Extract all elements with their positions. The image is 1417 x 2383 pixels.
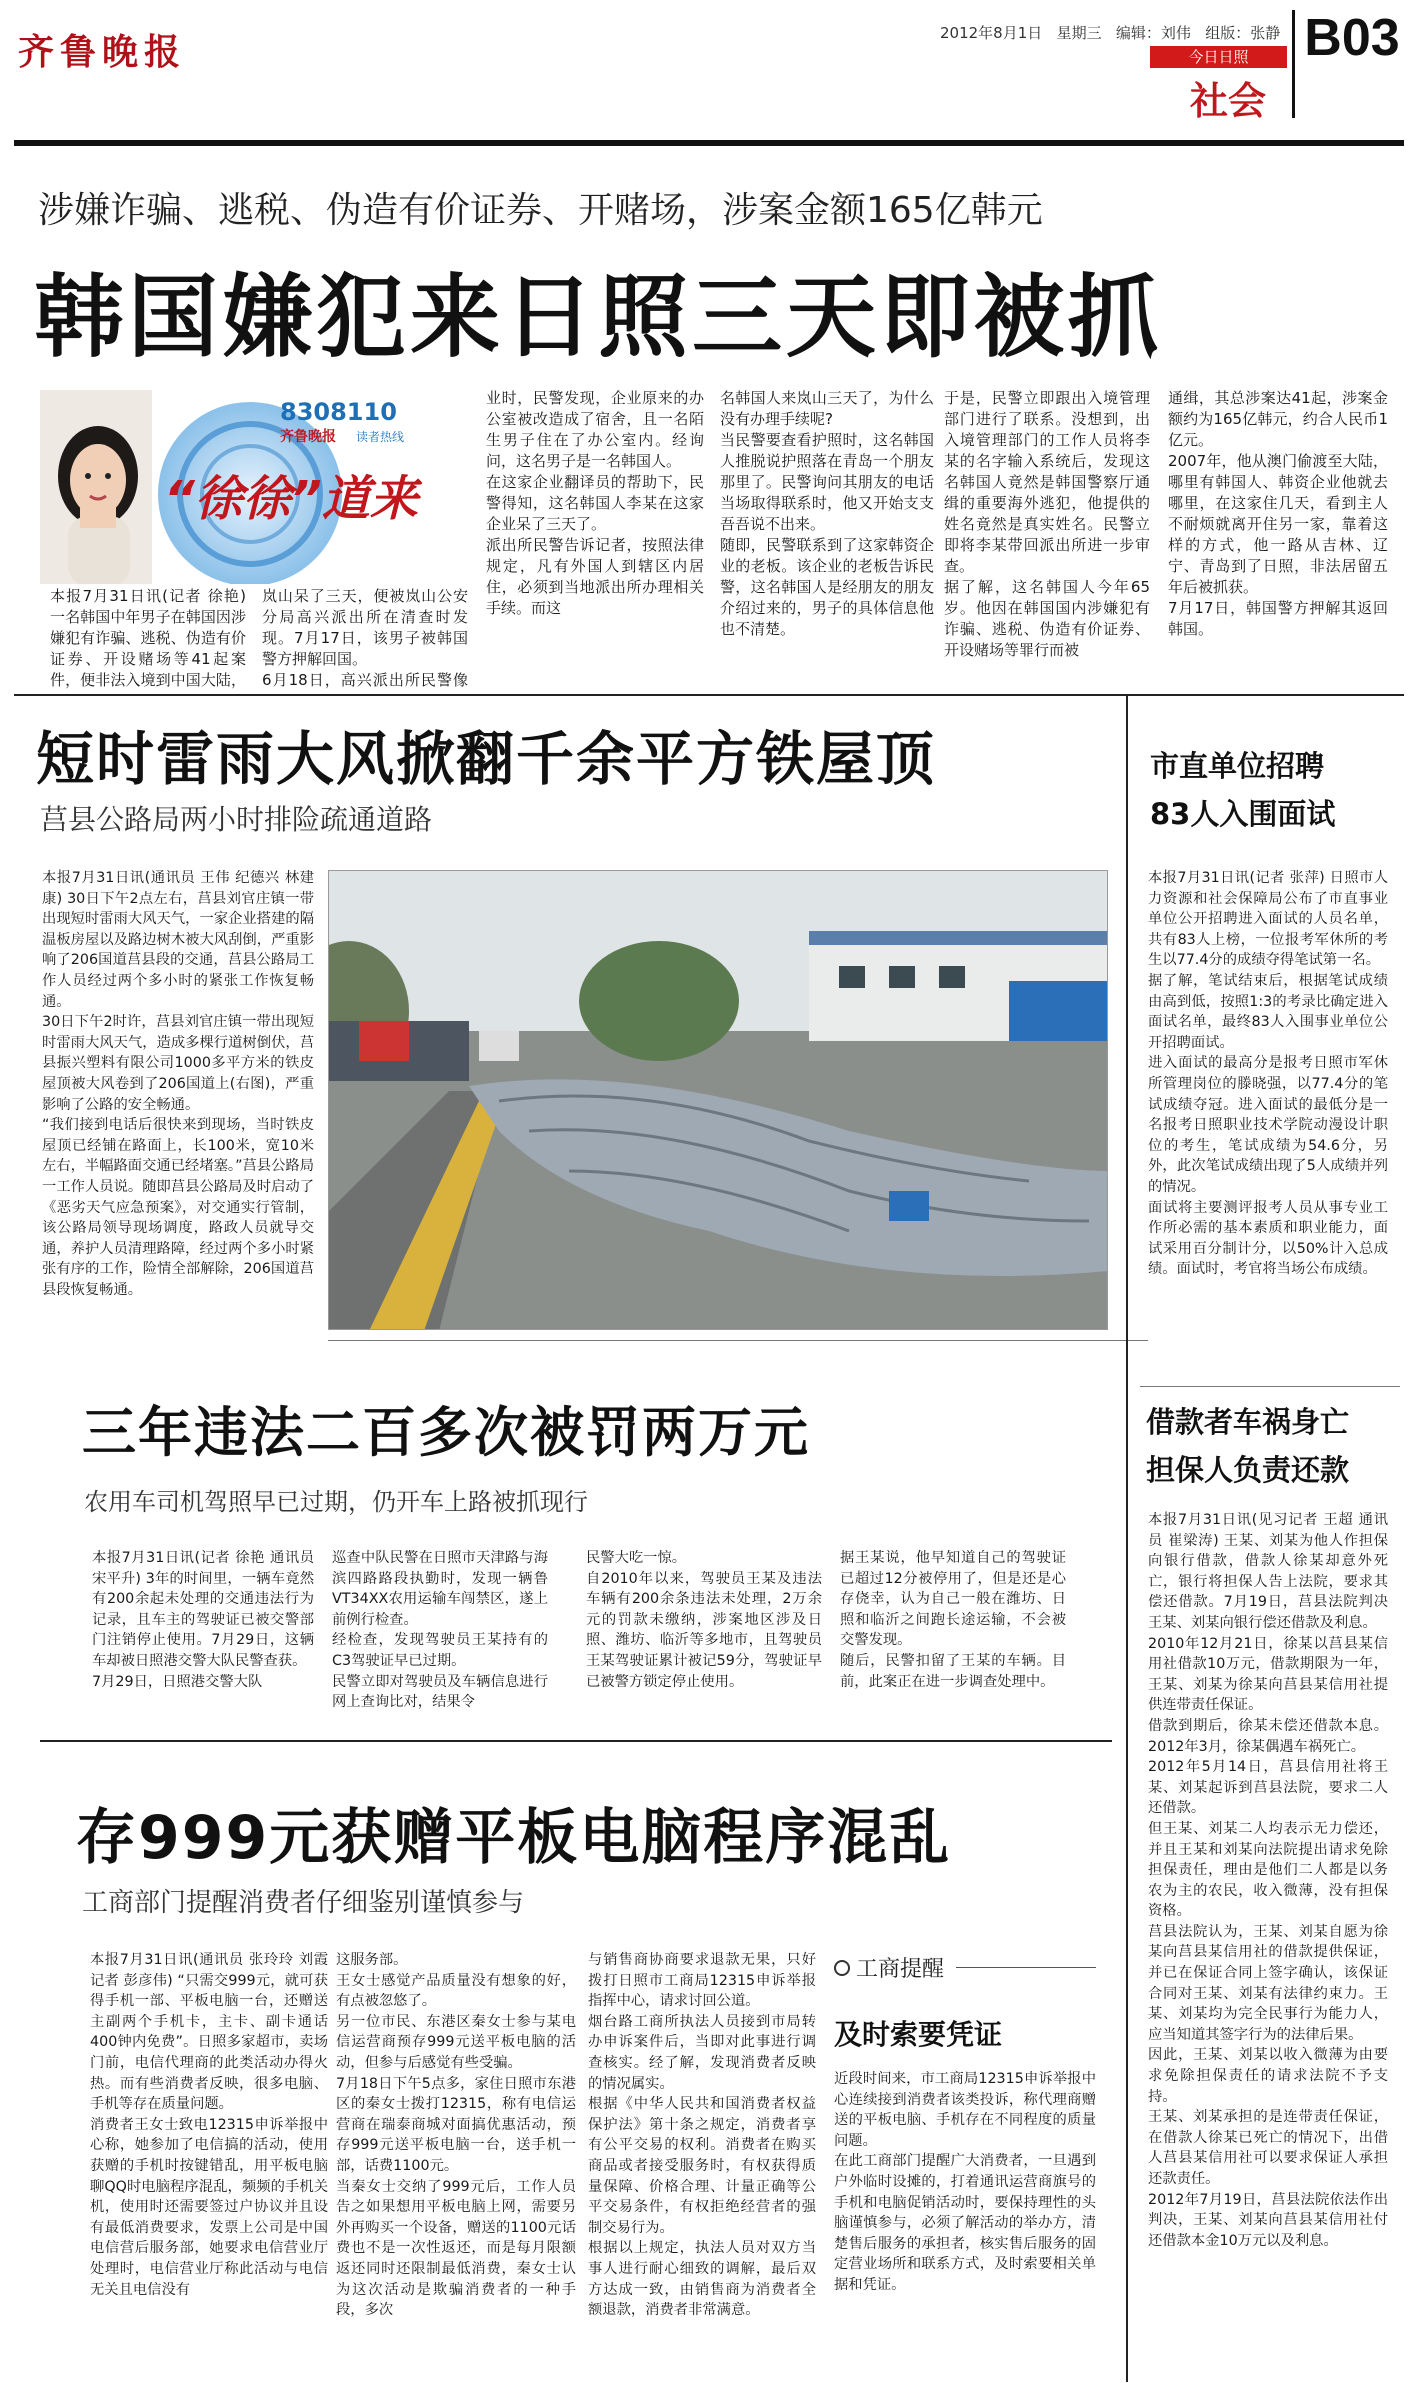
story3-subhead: 农用车司机驾照早已过期，仍开车上路被抓现行 [84, 1488, 588, 1516]
editor-credit: 编辑：刘伟 [1115, 24, 1191, 42]
story2-subhead: 莒县公路局两小时排险疏通道路 [40, 803, 433, 836]
hotline-number: 8308110 [280, 398, 397, 426]
designer-credit: 组版：张静 [1205, 24, 1281, 42]
story1-col2: 业时，民警发现，企业原来的办公室被改造成了宿舍，且一名陌生男子住在了办公室内。经询问，这名男子是一名韩国人。 在这家企业翻译员的帮助下，民警得知，这名韩国人李某在这家企业呆了三天了。 派出所民警告诉记者，按照法律规定，凡有外国人到辖区内居住，必须到当地派出所办理相关手续。而这 [486, 389, 704, 617]
bullet-icon [834, 1960, 850, 1976]
story3-col2: 巡查中队民警在日照市天津路与海滨四路路段执勤时，发现一辆鲁VT34XX农用运输车闯禁区，遂上前例行检查。 经检查，发现驾驶员王某持有的C3驾驶证早已过期。 民警立即对驾驶员及车辆信息进行网上查询比对，结果令 [332, 1550, 548, 1711]
story4-col2: 这服务部。 王女士感觉产品质量没有想象的好，有点被忽悠了。 另一位市民、东港区秦女士参与某电信运营商预存999元送平板电脑的活动，但参与后感觉有些受骗。 7月18日下午5点多，家住日照市东港区的秦女士拨打12315，称有电信运营商在瑞泰商城对面搞优惠活动，预存999元送平板电脑一台，送手机一部，话费1100元。 当秦女士交纳了999元后，工作人员告之如果想用平板电脑上网，需要另外再购买一个设备，赠送的1100元话费也不是一次性返还，而是每月限额返还同时还限制最低消费，秦女士认为这次活动是欺骗消费者的一种手段，多次 [336, 1952, 576, 2319]
header-divider [1292, 10, 1295, 118]
side1-headline [1150, 742, 1390, 838]
story4-col3: 与销售商协商要求退款无果，只好拨打日照市工商局12315申诉举报指挥中心，请求讨回公道。 烟台路工商所执法人员接到市局转办申诉案件后，当即对此事进行调查核实。经了解，发现消费者反映的情况属实。 根据《中华人民共和国消费者权益保护法》第十条之规定，消费者享有公平交易的权利。消费者在购买商品或者接受服务时，有权获得质量保障、价格合理、计量正确等公平交易条件，有权拒绝经营者的强制交易行为。 根据以上规定，执法人员对双方当事人进行耐心细致的调解，最后双方达成一致，由销售商为消费者全额退款，消费者非常满意。 [588, 1952, 816, 2319]
story4-subhead: 工商部门提醒消费者仔细鉴别谨慎参与 [82, 1888, 525, 1918]
story1-col5: 通缉，其总涉案达41起，涉案金额约为165亿韩元，约合人民币1亿元。 2007年，他从澳门偷渡至大陆，哪里有韩国人、韩资企业他就去哪里，在这家住几天，看到主人不耐烦就离开住另一家，靠着这样的方式，他一路从吉林、辽宁、青岛到了日照，非法居留五年后被抓获。 7月17日，韩国警方押解其返回韩国。 [1168, 389, 1388, 638]
storm-photo [328, 870, 1108, 1330]
masthead-logo: 齐鲁晚报 [18, 31, 187, 73]
side2-headline [1146, 1398, 1396, 1494]
story1-col1a [50, 586, 246, 690]
story1-col1a-text: 本报7月31日讯(记者 徐艳) 一名韩国中年男子在韩国因涉嫌犯有诈骗、逃税、伪造有价证券、开设赌场等41起案件，便非法入境到中国大陆， [50, 587, 246, 689]
side1-headline-line2: 83人入围面试 [1150, 797, 1336, 831]
side1-headline-line1: 市直单位招聘 [1150, 749, 1325, 783]
reporter-portrait [40, 390, 152, 584]
section-name: 社会 [1190, 79, 1267, 123]
story1-col3: 名韩国人来岚山三天了，为什么没有办理手续呢? 当民警要查看护照时，这名韩国人推脱说护照落在青岛一个朋友那里了。民警询问其朋友的电话当场取得联系时，他又开始支支吾吾说不出来。 随即，民警联系到了这家韩资企业的老板。该企业的老板告诉民警，这名韩国人是经朋友的朋友介绍过来的，男子的具体信息他也不清楚。 [720, 389, 934, 638]
story1-col4: 于是，民警立即跟出入境管理部门进行了联系。没想到，出入境管理部门的工作人员将李某的名字输入系统后，发现这名韩国人竟然是韩国警察厅通缉的重要海外逃犯，他提供的姓名竟然是真实姓名。民警立即将李某带回派出所进一步审查。 据了解，这名韩国人今年65岁。他因在韩国国内涉嫌犯有诈骗、逃税、伪造有价证券、开设赌场等罪行而被 [944, 389, 1150, 659]
issue-info [940, 22, 1280, 43]
story3-col4: 据王某说，他早知道自己的驾驶证已超过12分被停用了，但是还是心存侥幸，认为自己一般在潍坊、日照和临沂之间跑长途运输，不会被交警发现。 随后，民警扣留了王某的车辆。目前，此案正在进一步调查处理中。 [840, 1550, 1066, 1690]
story2-headline: 短时雷雨大风掀翻千余平方铁屋顶 [36, 725, 937, 793]
story1-col1b-text: 岚山呆了三天，便被岚山公安分局高兴派出所在清查时发现。7月17日，该男子被韩国警方押解回国。 6月18日，高兴派出所民警像 [262, 587, 468, 689]
edition-tag: 今日日照 [1150, 46, 1287, 68]
side1-body: 本报7月31日讯(记者 张萍) 日照市人力资源和社会保障局公布了市直事业单位公开招聘进入面试的人员名单，共有83人上榜，一位报考军休所的考生以77.4分的成绩夺得笔试第一名。 据了解，笔试结束后，根据笔试成绩由高到低，按照1:3的考录比确定进入面试名单，最终83人入围事业单位公开招聘面试。 进入面试的最高分是报考日照市军休所管理岗位的滕晓强，以77.4分的笔试成绩夺冠。进入面试的最低分是一名报考日照职业技术学院动漫设计职位的考生，笔试成绩为54.6分，另外，此次笔试成绩出现了5人成绩并列的情况。 面试将主要测评报考人员从事专业工作所必需的基本素质和职业能力，面试采用百分制计分，以50%计入总成绩。面试时，考官将当场公布成绩。 [1148, 870, 1388, 1278]
side2-body: 本报7月31日讯(见习记者 王超 通讯员 崔梁涛) 王某、刘某为他人作担保向银行借款，借款人徐某却意外死亡，银行将担保人告上法院，要求其偿还借款。7月19日，莒县法院判决王某、刘某向银行偿还借款及利息。 2010年12月21日，徐某以莒县某信用社借款10万元，借款期限为一年，王某、刘某为徐某向莒县某信用社提供连带责任保证。 借款到期后，徐某未偿还借款本息。2012年3月，徐某偶遇车祸死亡。 2012年5月14日，莒县信用社将王某、刘某起诉到莒县法院，要求二人还借款。 但王某、刘某二人均表示无力偿还，并且王某和刘某向法院提出请求免除担保责任，理由是他们二人都是以务农为主的农民，收入微薄，没有担保资格。 莒县法院认为，王某、刘某自愿为徐某向莒县某信用社的借款提供保证，并已在保证合同上签字确认，该保证合同对王某、刘某有法律约束力。王某、刘某均为完全民事行为能力人，应当知道其签字行为的法律后果。 因此，王某、刘某以收入微薄为由要求免除担保责任的请求法院不予支持。 王某、刘某承担的是连带责任保证，在借款人徐某已死亡的情况下，出借人莒县某信用社可以要求保证人承担还款责任。 2012年7月19日，莒县法院依法作出判决，王某、刘某向莒县某信用社付还借款本金10万元以及利息。 [1148, 1512, 1388, 2249]
story2-rule [328, 1340, 1148, 1341]
consumer-tip-box [834, 1952, 1096, 2372]
story1-rule [14, 694, 1404, 696]
tip-body: 近段时间来，市工商局12315申诉举报中心连续接到消费者该类投诉，称代理商赠送的平板电脑、手机存在不同程度的质量问题。 在此工商部门提醒广大消费者，一旦遇到户外临时设摊的，打着通讯运营商旗号的手机和电脑促销活动时，要保持理性的头脑谨慎参与，必须了解活动的举办方，清楚售后服务的承担者，核实售后服务的固定营业场所和联系方式，及时索要相关单据和凭证。 [834, 2071, 1096, 2293]
story4-col1: 本报7月31日讯(通讯员 张玲玲 刘霞 记者 彭彦伟) “只需交999元，就可获得手机一部、平板电脑一台，还赠送主副两个手机卡，主卡、副卡通话400钟内免费”。日照多家超市，卖场门前，电信代理商的此类活动办得火热。而有些消费者反映，很多电脑、手机等存在质量问题。 消费者王女士致电12315申诉举报中心称，她参加了电信搞的活动，使用获赠的手机时按键错乱，用平板电脑聊QQ时电脑程序混乱，频频的手机关机，使用时还需要签过户协议并且设有最低消费要求，发票上公司是中国电信营后服务部，她要求电信营业厅处理时，电信营业厅称此活动与电信无关且电信没有 [90, 1952, 328, 2298]
story3-col3: 民警大吃一惊。 自2010年以来，驾驶员王某及违法车辆有200余条违法未处理，2万余元的罚款未缴纳，涉案地区涉及日照、潍坊、临沂等多地市，且驾驶员王某驾驶证累计被记59分，驾驶证早已被警方锁定停止使用。 [586, 1550, 822, 1690]
story1-headline: 韩国嫌犯来日照三天即被抓 [34, 265, 1162, 370]
tip-label-row [834, 1952, 1096, 1983]
story3-col1: 本报7月31日讯(记者 徐艳 通讯员 宋平升) 3年的时间里，一辆车竟然有200余起未处理的交通违法行为记录，且车主的驾驶证已被交警部门注销停止使用。7月29日，这辆车却被日照港交警大队民警查获。 7月29日，日照港交警大队 [92, 1550, 314, 1690]
issue-date: 2012年8月1日 [940, 24, 1043, 42]
tip-title: 及时索要凭证 [834, 2018, 1003, 2051]
side2-headline-line1: 借款者车祸身亡 [1146, 1405, 1350, 1439]
storm-photo-graphic [329, 871, 1108, 1330]
story1-kicker: 涉嫌诈骗、逃税、伪造有价证券、开赌场，涉案金额165亿韩元 [38, 190, 1043, 231]
column-title: “徐徐”道来 [164, 471, 418, 527]
side-rule [1140, 1386, 1400, 1387]
column-logo [40, 390, 466, 584]
story4-headline: 存999元获赠平板电脑程序混乱 [76, 1803, 952, 1873]
side2-headline-line2: 担保人负责还款 [1146, 1453, 1350, 1487]
hotline-caption: 读者热线 [356, 430, 405, 444]
story3-rule [40, 1740, 1112, 1742]
header-rule [14, 140, 1404, 146]
sidebar-divider [1126, 696, 1128, 2382]
logo-paper-name: 齐鲁晚报 [280, 429, 336, 445]
story3-headline: 三年违法二百多次被罚两万元 [82, 1401, 810, 1464]
tip-label: 工商提醒 [856, 1957, 945, 1982]
issue-weekday: 星期三 [1056, 24, 1102, 42]
story1-col1b [262, 586, 468, 690]
page-number: B03 [1304, 9, 1400, 67]
story2-body: 本报7月31日讯(通讯员 王伟 纪德兴 林建康) 30日下午2点左右，莒县刘官庄镇一带出现短时雷雨大风天气，一家企业搭建的隔温板房屋以及路边树木被大风刮倒，严重影响了206国道莒县段的交通，莒县公路局工作人员经过两个多小时的紧张工作恢复畅通。 30日下午2时许，莒县刘官庄镇一带出现短时雷雨大风天气，造成多棵行道树倒伏，莒县振兴塑料有限公司1000多平方米的铁皮屋顶被大风卷到了206国道上(右图)，严重影响了公路的安全畅通。 “我们接到电话后很快来到现场，当时铁皮屋顶已经铺在路面上，长100米，宽10米左右，半幅路面交通已经堵塞。”莒县公路局一工作人员说。随即莒县公路局及时启动了《恶劣天气应急预案》，对交通实行管制，该公路局领导现场调度，路政人员就导交通，养护人员清理路障，经过两个多小时紧张有序的工作，险情全部解除，206国道莒县段恢复畅通。 [42, 870, 314, 1298]
